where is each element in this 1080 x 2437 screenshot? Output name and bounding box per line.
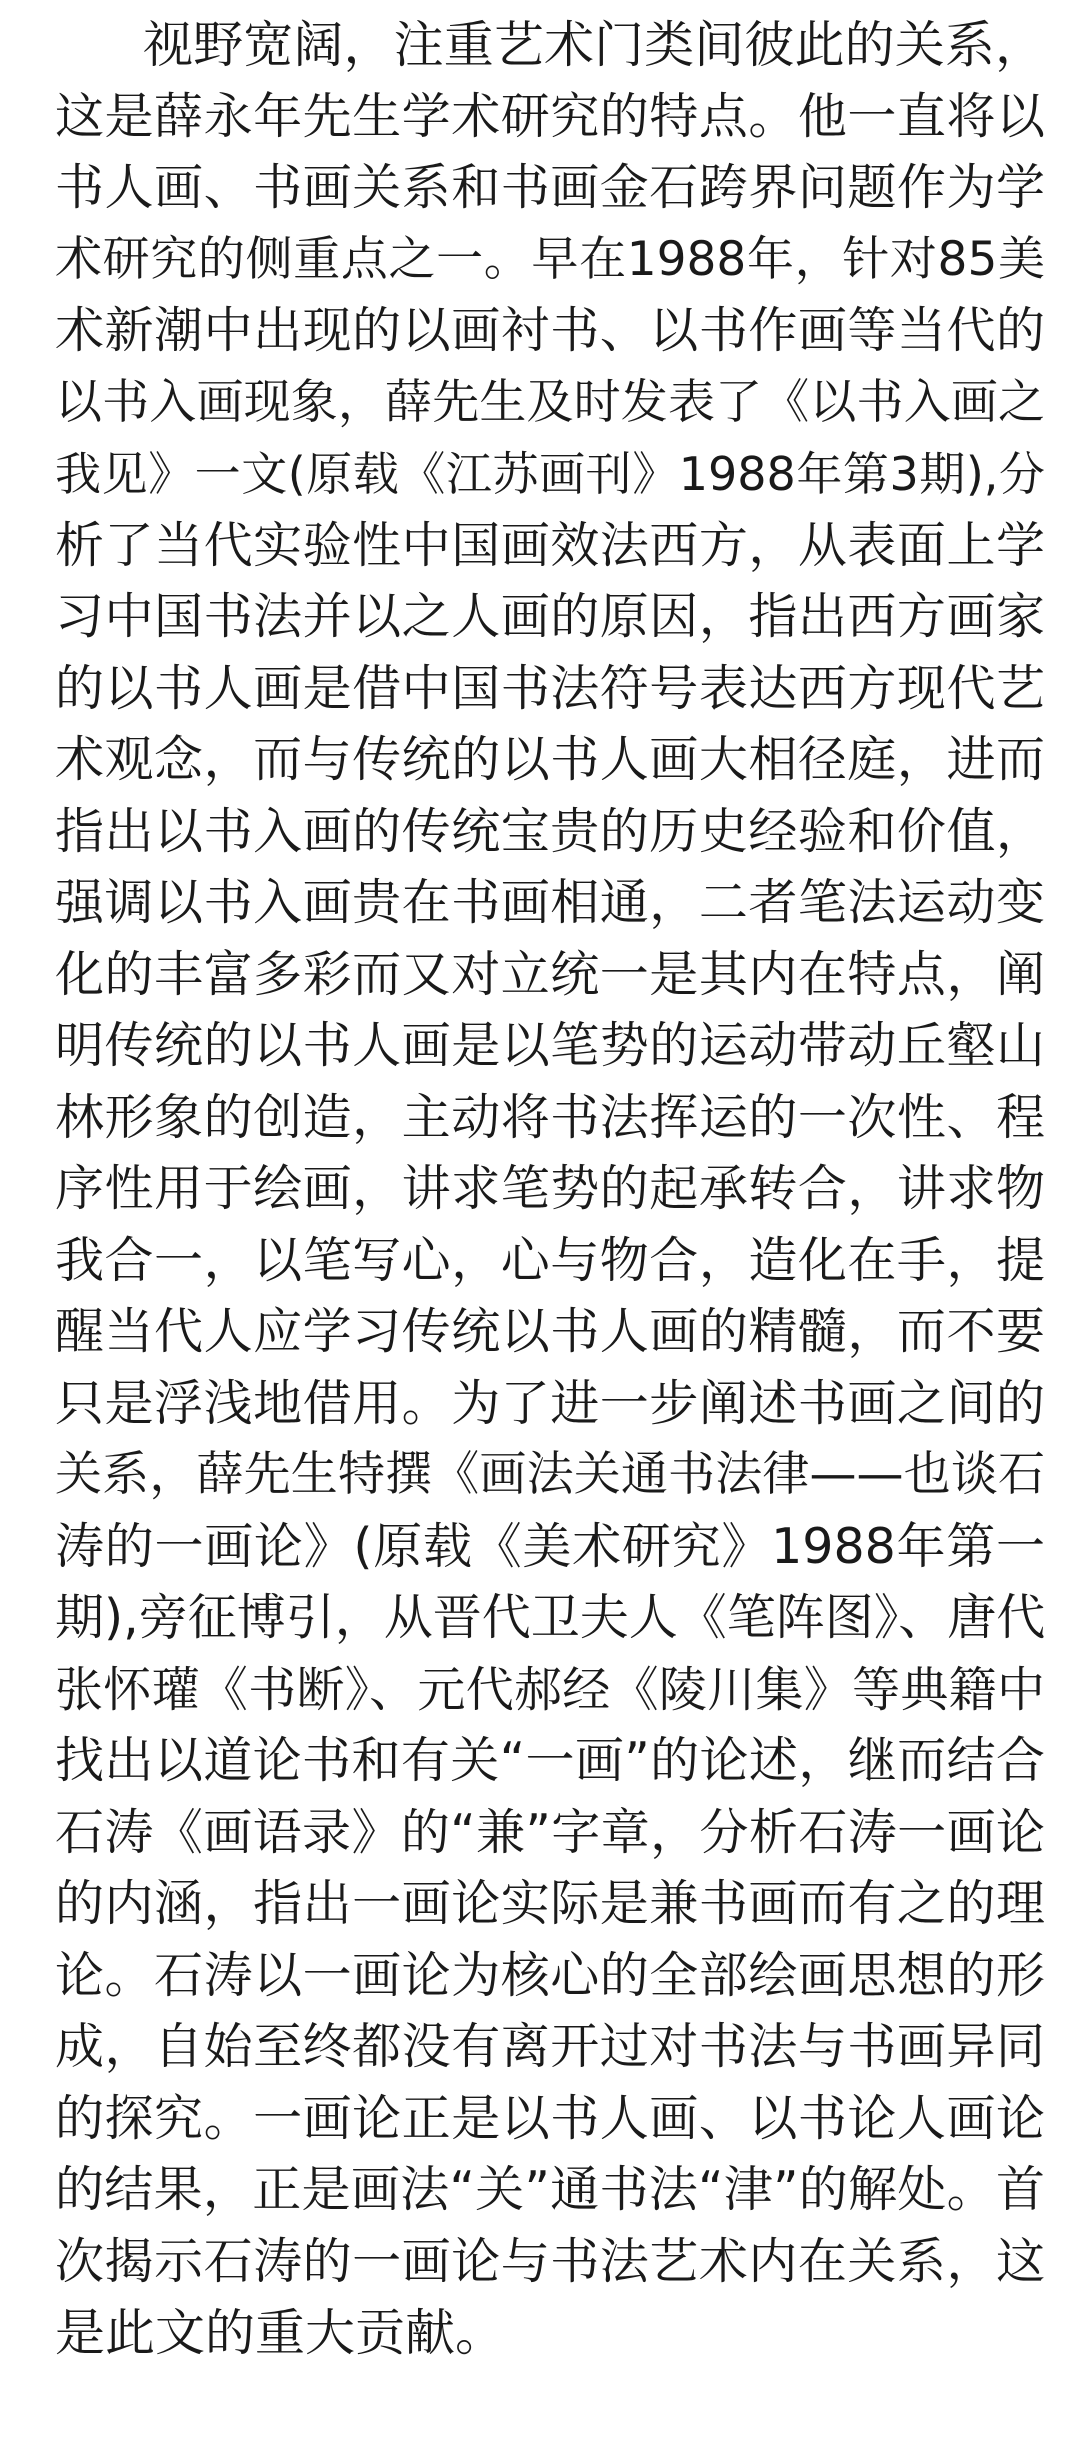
paragraph-line: 我见》一文(原载《江苏画刊》1988年第3期),分 xyxy=(55,447,1045,501)
paragraph-line: 关系，薛先生特撰《画法关通书法律——也谈石 xyxy=(55,1447,1045,1502)
paragraph-line: 醒当代人应学习传统以书人画的精髓，而不要 xyxy=(55,1303,1045,1360)
paragraph-line: 是此文的重大贡献。 xyxy=(55,2304,505,2362)
paragraph-line: 的探究。一画论正是以书人画、以书论人画论 xyxy=(55,2090,1045,2147)
paragraph-line: 析了当代实验性中国画效法西方，从表面上学 xyxy=(55,517,1045,574)
paragraph-line: 的内涵，指出一画论实际是兼书画而有之的理 xyxy=(55,1875,1045,1932)
paragraph-line: 强调以书入画贵在书画相通，二者笔法运动变 xyxy=(55,874,1045,931)
paragraph-line: 涛的一画论》(原载《美术研究》1988年第一 xyxy=(55,1518,1045,1575)
paragraph-line: 的以书人画是借中国书法符号表达西方现代艺 xyxy=(55,660,1045,717)
paragraph-line: 成，自始至终都没有离开过对书法与书画异同 xyxy=(55,2018,1045,2075)
paragraph-line: 以书入画现象，薛先生及时发表了《以书入画之 xyxy=(55,375,1045,430)
paragraph-line: 视野宽阔，注重艺术门类间彼此的关系， xyxy=(143,16,1045,74)
paragraph-line: 张怀瓘《书断》、元代郝经《陵川集》等典籍中 xyxy=(55,1662,1045,1718)
paragraph-line: 化的丰富多彩而又对立统一是其内在特点，阐 xyxy=(55,946,1045,1003)
paragraph-line: 习中国书法并以之人画的原因，指出西方画家 xyxy=(55,588,1045,645)
paragraph-line: 明传统的以书人画是以笔势的运动带动丘壑山 xyxy=(55,1017,1045,1074)
paragraph-line: 次揭示石涛的一画论与书法艺术内在关系，这 xyxy=(55,2233,1045,2290)
paragraph-line: 找出以道论书和有关“一画”的论述，继而结合 xyxy=(55,1732,1045,1789)
paragraph-line: 指出以书入画的传统宝贵的历史经验和价值， xyxy=(55,803,1045,860)
paragraph-line: 期),旁征博引，从晋代卫夫人《笔阵图》、唐代 xyxy=(55,1589,1046,1646)
paragraph-line: 术新潮中出现的以画衬书、以书作画等当代的 xyxy=(55,302,1045,359)
paragraph-line: 只是浮浅地借用。为了进一步阐述书画之间的 xyxy=(55,1375,1045,1432)
paragraph-line: 书人画、书画关系和书画金石跨界问题作为学 xyxy=(55,159,1045,216)
paragraph-line: 论。石涛以一画论为核心的全部绘画思想的形 xyxy=(55,1947,1045,2004)
paragraph-line: 我合一，以笔写心，心与物合，造化在手，提 xyxy=(55,1232,1045,1289)
paragraph-line: 术研究的侧重点之一。早在1988年，针对85美 xyxy=(55,232,1045,287)
paragraph-line: 术观念，而与传统的以书人画大相径庭，进而 xyxy=(55,731,1045,788)
paragraph-line: 林形象的创造，主动将书法挥运的一次性、程 xyxy=(55,1089,1045,1146)
paragraph-line: 石涛《画语录》的“兼”字章，分析石涛一画论 xyxy=(55,1804,1045,1861)
paragraph-line: 序性用于绘画，讲求笔势的起承转合，讲求物 xyxy=(55,1160,1045,1217)
paragraph-line: 这是薛永年先生学术研究的特点。他一直将以 xyxy=(55,88,1045,145)
paragraph-line: 的结果，正是画法“关”通书法“津”的解处。首 xyxy=(55,2161,1045,2218)
